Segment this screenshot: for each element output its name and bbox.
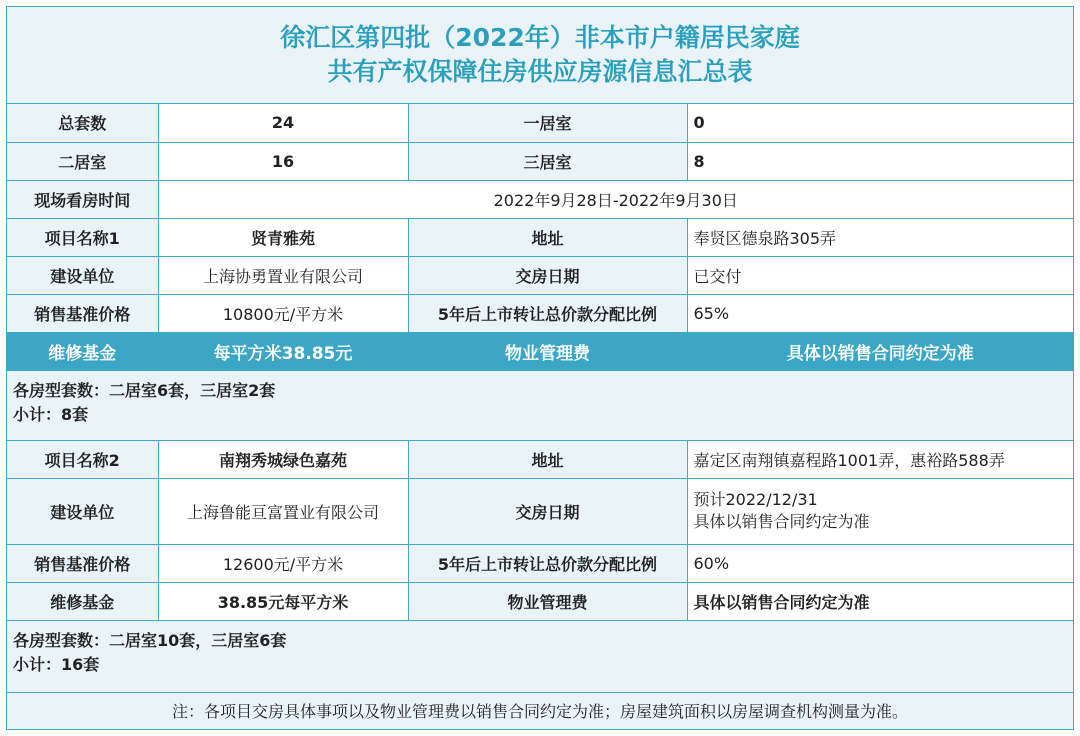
project1-delivery-label: 交房日期 [408, 256, 687, 294]
project1-address: 奉贤区德泉路305弄 [687, 218, 1073, 256]
project1-price-label: 销售基准价格 [7, 294, 158, 332]
footnote: 注：各项目交房具体事项以及物业管理费以销售合同约定为准；房屋建筑面积以房屋调查机构测量为准。 [7, 692, 1073, 729]
table-row [7, 544, 1073, 582]
project2-delivery-line1: 预计2022/12/31 [693, 490, 818, 509]
two-bedroom-label: 二居室 [7, 142, 158, 180]
total-value: 24 [158, 104, 408, 142]
project1-mgmt: 具体以销售合同约定为准 [687, 332, 1073, 370]
project1-fund: 每平方米38.85元 [158, 332, 408, 370]
three-bedroom-label: 三居室 [408, 142, 687, 180]
table-row [7, 370, 1073, 440]
project2-summary [7, 620, 1073, 692]
project2-mgmt: 具体以销售合同约定为准 [687, 582, 1073, 620]
summary-sheet [6, 6, 1074, 730]
project2-ratio: 60% [687, 544, 1073, 582]
project1-price: 10800元/平方米 [158, 294, 408, 332]
project1-ratio-label: 5年后上市转让总价款分配比例 [408, 294, 687, 332]
one-bedroom-label: 一居室 [408, 104, 687, 142]
project1-address-label: 地址 [408, 218, 687, 256]
project2-delivery [687, 478, 1073, 544]
project2-address: 嘉定区南翔镇嘉程路1001弄，惠裕路588弄 [687, 440, 1073, 478]
project2-developer: 上海鲁能亘富置业有限公司 [158, 478, 408, 544]
table-row [7, 692, 1073, 729]
two-bedroom-value: 16 [158, 142, 408, 180]
project1-summary [7, 370, 1073, 440]
table-row [7, 142, 1073, 180]
one-bedroom-value: 0 [687, 104, 1073, 142]
viewing-time-label: 现场看房时间 [7, 180, 158, 218]
table-row [7, 180, 1073, 218]
project1-subtotal: 小计：8套 [13, 404, 89, 424]
project2-price-label: 销售基准价格 [7, 544, 158, 582]
project1-name: 贤青雅苑 [158, 218, 408, 256]
project2-address-label: 地址 [408, 440, 687, 478]
sheet-title [7, 7, 1073, 104]
project2-developer-label: 建设单位 [7, 478, 158, 544]
project1-delivery: 已交付 [687, 256, 1073, 294]
project1-name-label: 项目名称1 [7, 218, 158, 256]
table-row [7, 582, 1073, 620]
table-row [7, 332, 1073, 370]
viewing-time-value: 2022年9月28日-2022年9月30日 [158, 180, 1073, 218]
project2-name-label: 项目名称2 [7, 440, 158, 478]
project2-fund: 38.85元每平方米 [158, 582, 408, 620]
project1-fund-label: 维修基金 [7, 332, 158, 370]
table-row [7, 256, 1073, 294]
table-row [7, 294, 1073, 332]
project1-types: 各房型套数：二居室6套，三居室2套 [13, 380, 276, 400]
project2-name: 南翔秀城绿色嘉苑 [158, 440, 408, 478]
project2-fund-label: 维修基金 [7, 582, 158, 620]
info-table [7, 104, 1073, 729]
project2-types: 各房型套数：二居室10套，三居室6套 [13, 630, 287, 650]
project2-mgmt-label: 物业管理费 [408, 582, 687, 620]
three-bedroom-value: 8 [687, 142, 1073, 180]
table-row [7, 104, 1073, 142]
table-row [7, 440, 1073, 478]
table-row [7, 478, 1073, 544]
table-row [7, 218, 1073, 256]
project1-mgmt-label: 物业管理费 [408, 332, 687, 370]
title-line-1: 徐汇区第四批（2022年）非本市户籍居民家庭 [280, 23, 800, 52]
project1-ratio: 65% [687, 294, 1073, 332]
title-line-2: 共有产权保障住房供应房源信息汇总表 [327, 57, 753, 86]
project2-price: 12600元/平方米 [158, 544, 408, 582]
table-row [7, 620, 1073, 692]
project2-ratio-label: 5年后上市转让总价款分配比例 [408, 544, 687, 582]
project1-developer-label: 建设单位 [7, 256, 158, 294]
project2-delivery-label: 交房日期 [408, 478, 687, 544]
project2-delivery-line2: 具体以销售合同约定为准 [693, 512, 870, 531]
project2-subtotal: 小计：16套 [13, 654, 100, 674]
total-label: 总套数 [7, 104, 158, 142]
project1-developer: 上海协勇置业有限公司 [158, 256, 408, 294]
